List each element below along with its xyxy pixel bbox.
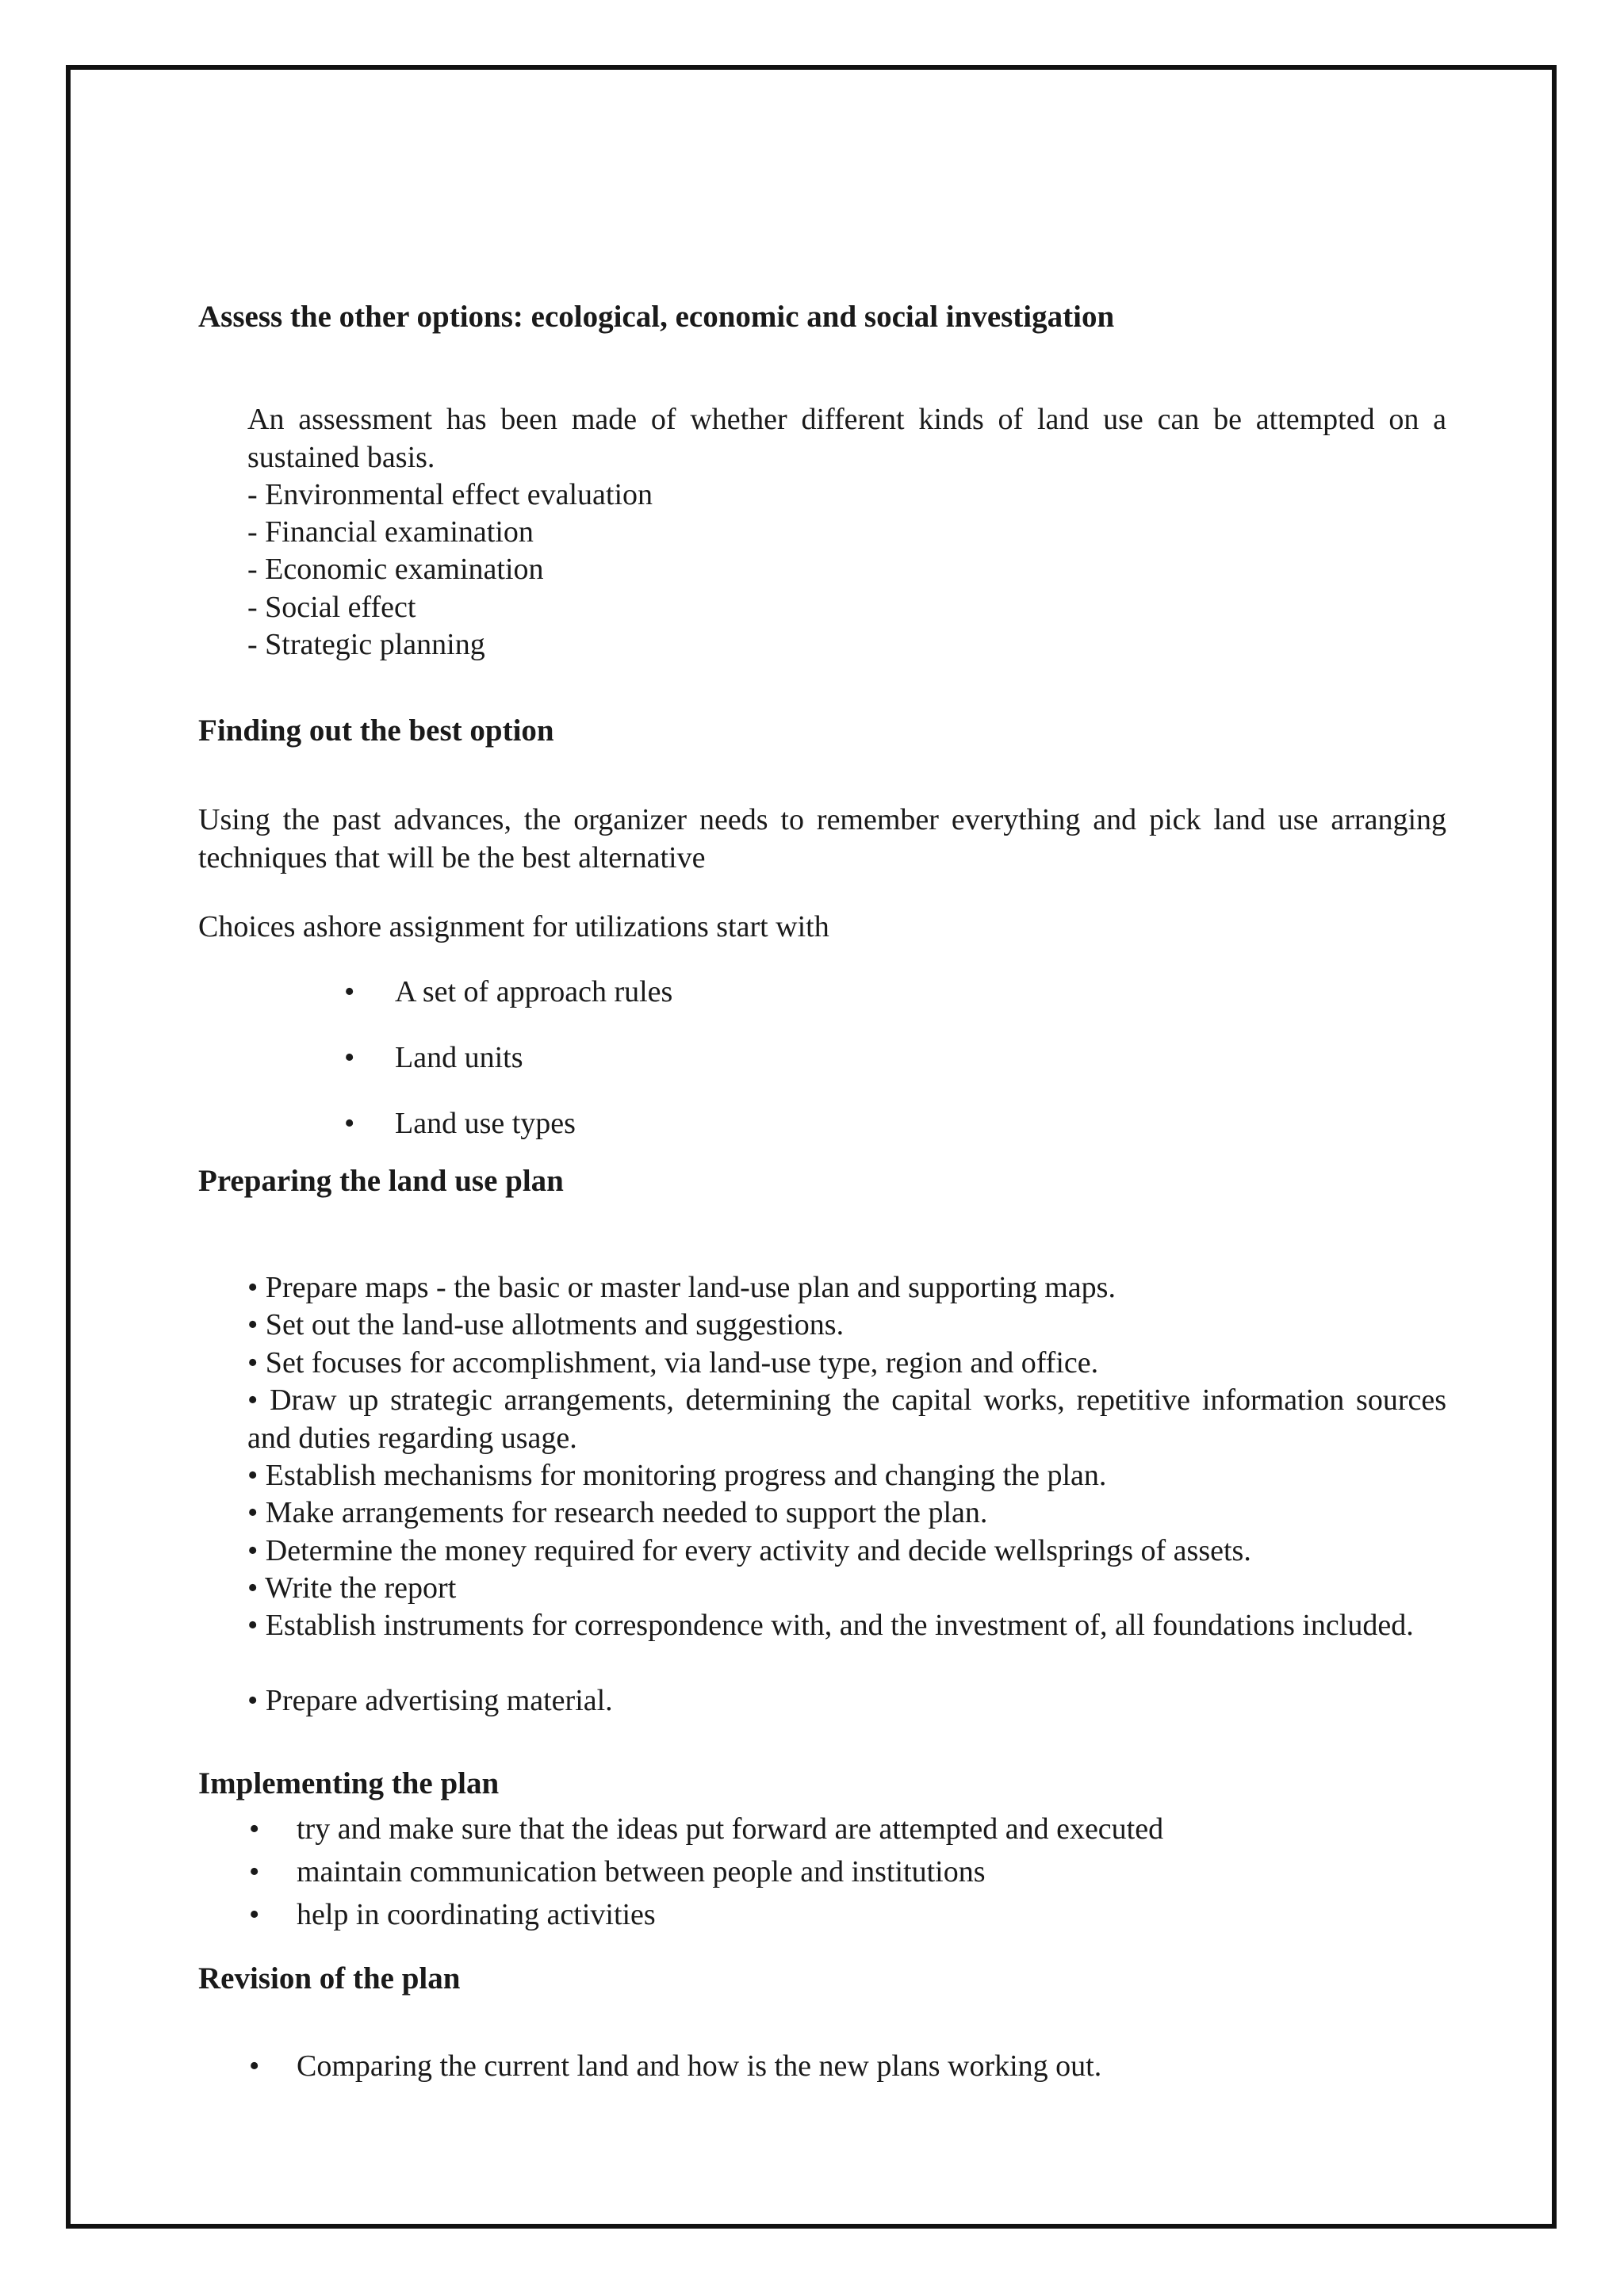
preparing-item: • Prepare advertising material. [247, 1684, 613, 1717]
list-item: Land units [395, 1041, 523, 1074]
bullet-marker: • [249, 2049, 260, 2083]
bullet-marker: • [344, 1041, 355, 1074]
preparing-item: • Determine the money required for every activity and decide wellsprings of assets. [247, 1534, 1251, 1567]
list-item: help in coordinating activities [297, 1898, 656, 1931]
bullet-marker: • [249, 1898, 260, 1931]
preparing-item: • Make arrangements for research needed to support the plan. [247, 1496, 988, 1529]
heading-preparing-plan: Preparing the land use plan [198, 1164, 564, 1198]
preparing-item: • Set out the land-use allotments and suggestions. [247, 1308, 845, 1341]
best-option-lead: Choices ashore assignment for utilizations start with [198, 910, 829, 943]
bullet-marker: • [344, 975, 355, 1008]
assess-item: - Environmental effect evaluation [247, 478, 653, 511]
heading-best-option: Finding out the best option [198, 714, 554, 748]
list-item: A set of approach rules [395, 975, 673, 1008]
assess-item: - Economic examination [247, 553, 544, 586]
list-item: Land use types [395, 1107, 576, 1140]
preparing-item: • Write the report [247, 1571, 457, 1605]
preparing-item: • Prepare maps - the basic or master land-use plan and supporting maps. [247, 1271, 1116, 1304]
bullet-marker: • [344, 1107, 355, 1140]
page-border [66, 65, 1557, 2229]
assess-item: - Social effect [247, 591, 416, 624]
list-item: Comparing the current land and how is the new plans working out. [297, 2049, 1102, 2083]
heading-implementing-plan: Implementing the plan [198, 1766, 500, 1800]
list-item: maintain communication between people and institutions [297, 1855, 986, 1888]
preparing-item: • Establish mechanisms for monitoring progress and changing the plan. [247, 1459, 1107, 1492]
preparing-item: • Establish instruments for correspondence with, and the investment of, all foundations included. [247, 1609, 1414, 1642]
heading-assess-options: Assess the other options: ecological, economic and social investigation [198, 300, 1115, 334]
bullet-marker: • [249, 1855, 260, 1888]
bullet-marker: • [249, 1812, 260, 1846]
best-option-paragraph: Using the past advances, the organizer needs to remember everything and pick land use arranging techniques that will be the best alternative [198, 803, 1446, 874]
list-item: try and make sure that the ideas put forward are attempted and executed [297, 1812, 1164, 1846]
assess-item: - Strategic planning [247, 628, 485, 661]
heading-revision-plan: Revision of the plan [198, 1961, 461, 1996]
preparing-item: • Draw up strategic arrangements, determining the capital works, repetitive information sources and duties regarding usage. [247, 1383, 1446, 1455]
assess-item: - Financial examination [247, 515, 534, 549]
assess-intro-paragraph: An assessment has been made of whether different kinds of land use can be attempted on a sustained basis. [247, 403, 1446, 474]
preparing-item: • Set focuses for accomplishment, via land-use type, region and office. [247, 1346, 1099, 1380]
